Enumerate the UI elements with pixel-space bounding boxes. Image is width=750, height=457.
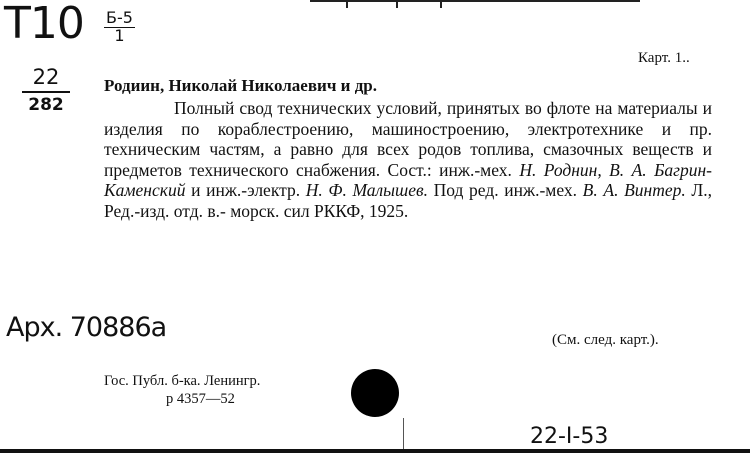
imprint: Л., Ред.-изд. отд. в.- морск. сил РККФ, 1925. bbox=[104, 180, 712, 221]
library-stamp bbox=[104, 372, 260, 408]
description-text: и инж.-электр. bbox=[185, 180, 306, 200]
bottom-edge bbox=[0, 449, 750, 453]
class-fraction-bottom: 1 bbox=[114, 25, 125, 45]
class-fraction bbox=[104, 10, 135, 45]
card-number: Карт. 1.. bbox=[638, 50, 690, 66]
compiler-electrical: Н. Ф. Малышев. bbox=[305, 180, 428, 200]
inventory-number: Арх. 70886а bbox=[6, 312, 167, 343]
edge-tick bbox=[396, 0, 398, 8]
shelf-number-bottom: 282 bbox=[28, 95, 64, 116]
library-code: р 4357—52 bbox=[166, 391, 235, 407]
editor: В. А. Винтер. bbox=[582, 180, 686, 200]
see-next-card: (См. след. карт.). bbox=[552, 332, 659, 348]
class-fraction-top: Б-5 bbox=[106, 8, 133, 27]
edge-tick bbox=[346, 0, 348, 8]
compilers: Н. Роднин, В. А. Багрин-Каменский bbox=[104, 159, 712, 200]
edge-tick bbox=[440, 0, 442, 8]
library-name: Гос. Публ. б-ка. Ленингр. bbox=[104, 373, 261, 389]
description-text: Полный свод технических условий, принятых во флоте на материалы и изделия по кораблестроению, машиностроению, электротехнике и пр. техническим частям, а равно для всех родов топлива, смазочных веществ и предметов технического снабжения. Сост.: инж.-мех. bbox=[104, 98, 712, 180]
top-edge bbox=[310, 0, 640, 2]
author-heading: Родиин, Николай Николаевич и др. bbox=[104, 76, 378, 95]
shelf-number bbox=[22, 66, 70, 115]
shelf-number-top: 22 bbox=[22, 66, 70, 93]
punch-hole bbox=[351, 369, 399, 417]
class-mark: Т10 bbox=[4, 0, 84, 49]
handwritten-date: 22-I-53 bbox=[530, 424, 609, 449]
description-body bbox=[104, 98, 712, 221]
divider-line bbox=[403, 418, 404, 450]
description-text: Под ред. инж.-мех. bbox=[427, 180, 583, 200]
